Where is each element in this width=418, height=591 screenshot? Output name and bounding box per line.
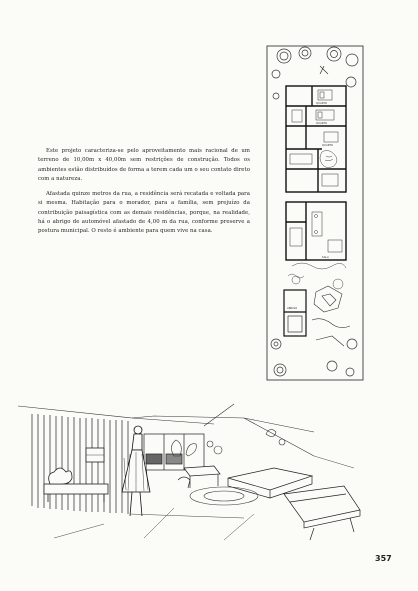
floor-plan-drawing (262, 44, 368, 382)
interior-perspective-sketch (14, 398, 370, 543)
room-label: ABRIGO (287, 307, 298, 310)
room-label: SALA (322, 256, 329, 259)
room-labels (287, 101, 333, 310)
lounge-chair (284, 486, 360, 540)
furniture (290, 90, 342, 252)
garden-patio (288, 150, 346, 289)
article-paragraph-2: Afastada quinze metros da rua, a residência será recatada e voltada para si mesma. Habitação para o morador, para a família, sem prejuízo da contribuição paisagística com as demais residências, porque, na realidade, há o abrigo de automóvel afastado de 4,00 m da rua, conforme preserve a postura municipal. O resto é ambiente para quem vive na casa. (38, 191, 250, 235)
garden-trees-top (272, 47, 358, 99)
article-paragraph-1: Este projeto caracteriza-se pelo aproveitamento mais racional de um terreno de 10,00m x 40,00m sem restrições de construção. Todos os ambientes estão distribuídos de forma a terem cada um o seu contato direto com a natureza. (38, 148, 250, 182)
indoor-plants (171, 429, 285, 456)
garage-block (284, 290, 306, 336)
slatted-wall (32, 414, 128, 514)
article-text (38, 147, 250, 243)
garage-garden (312, 286, 350, 346)
interior-sketch-svg (14, 398, 370, 543)
floor-rug (190, 487, 258, 505)
lot-outline (267, 46, 363, 380)
room-label: QUARTO (316, 122, 327, 125)
wall-picture (86, 448, 104, 462)
page-number: 357 (375, 554, 392, 563)
woman-figure (122, 426, 150, 516)
window-frame (144, 434, 204, 470)
low-cabinet (44, 468, 108, 502)
room-label: QUARTO (316, 102, 327, 105)
garden-trees-bottom (271, 339, 357, 376)
room-label: QUARTO (322, 144, 333, 147)
floor-plan-svg (262, 44, 368, 382)
